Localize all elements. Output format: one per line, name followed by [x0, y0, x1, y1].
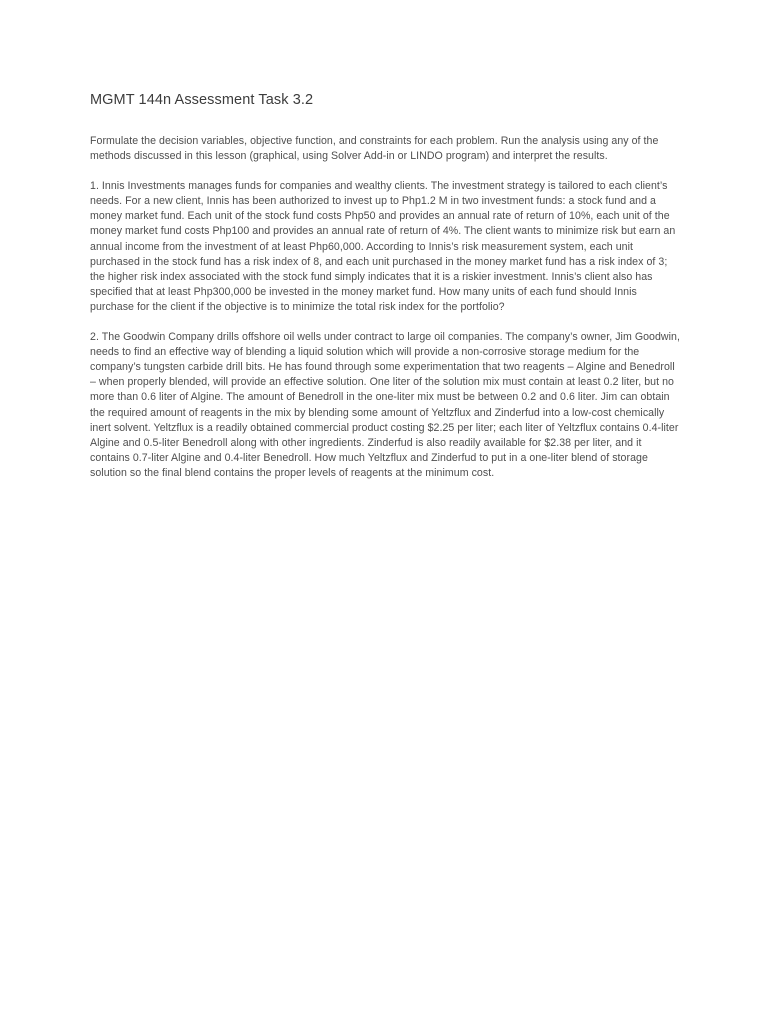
- document-title: MGMT 144n Assessment Task 3.2: [90, 92, 314, 108]
- document-page: [90, 92, 680, 496]
- problem-1-paragraph: 1. Innis Investments manages funds for companies and wealthy clients. The investment strategy is tailored to each client’s needs. For a new client, Innis has been authorized to invest up to Php1.2 M in two investment funds: a stock fund and a money market fund. Each unit of the stock fund costs Php50 and provides an annual rate of return of 10%, each unit of the money market fund costs Php100 and provides an annual rate of return of 4%. The client wants to minimize risk but earn an annual income from the investment of at least Php60,000. According to Innis’s risk measurement system, each unit purchased in the stock fund has a risk index of 8, and each unit purchased in the money market fund has a risk index of 3; the higher risk index associated with the stock fund simply indicates that it is a riskier investment. Innis’s client also has specified that at least Php300,000 be invested in the money market fund. How many units of each fund should Innis purchase for the client if the objective is to minimize the total risk index for the portfolio?: [90, 180, 676, 313]
- instructions-paragraph: Formulate the decision variables, objective function, and constraints for each problem. Run the analysis using any of the methods discussed in this lesson (graphical, using Solver Add-in or LINDO program) and interpret the results.: [90, 135, 659, 163]
- problem-2-paragraph: 2. The Goodwin Company drills offshore oil wells under contract to large oil companies. The company’s owner, Jim Goodwin, needs to find an effective way of blending a liquid solution which will provide a non-corrosive storage medium for the company’s tungsten carbide drill bits. He has found through some experimentation that two reagents – Algine and Benedroll – when properly blended, will provide an effective solution. One liter of the solution mix must contain at least 0.2 liter, but no more than 0.6 liter of Algine. The amount of Benedroll in the one-liter mix must be between 0.2 and 0.6 liter. Jim can obtain the required amount of reagents in the mix by blending some amount of Yeltzflux and Zinderfud into a low-cost chemically inert solvent. Yeltzflux is a readily obtained commercial product costing $2.25 per liter; each liter of Yeltzflux contains 0.4-liter Algine and 0.5-liter Benedroll along with other ingredients. Zinderfud is also readily available for $2.38 per liter, and it contains 0.7-liter Algine and 0.4-liter Benedroll. How much Yeltzflux and Zinderfud to put in a one-liter blend of storage solution so the final blend contains the proper levels of reagents at the minimum cost.: [90, 331, 680, 479]
